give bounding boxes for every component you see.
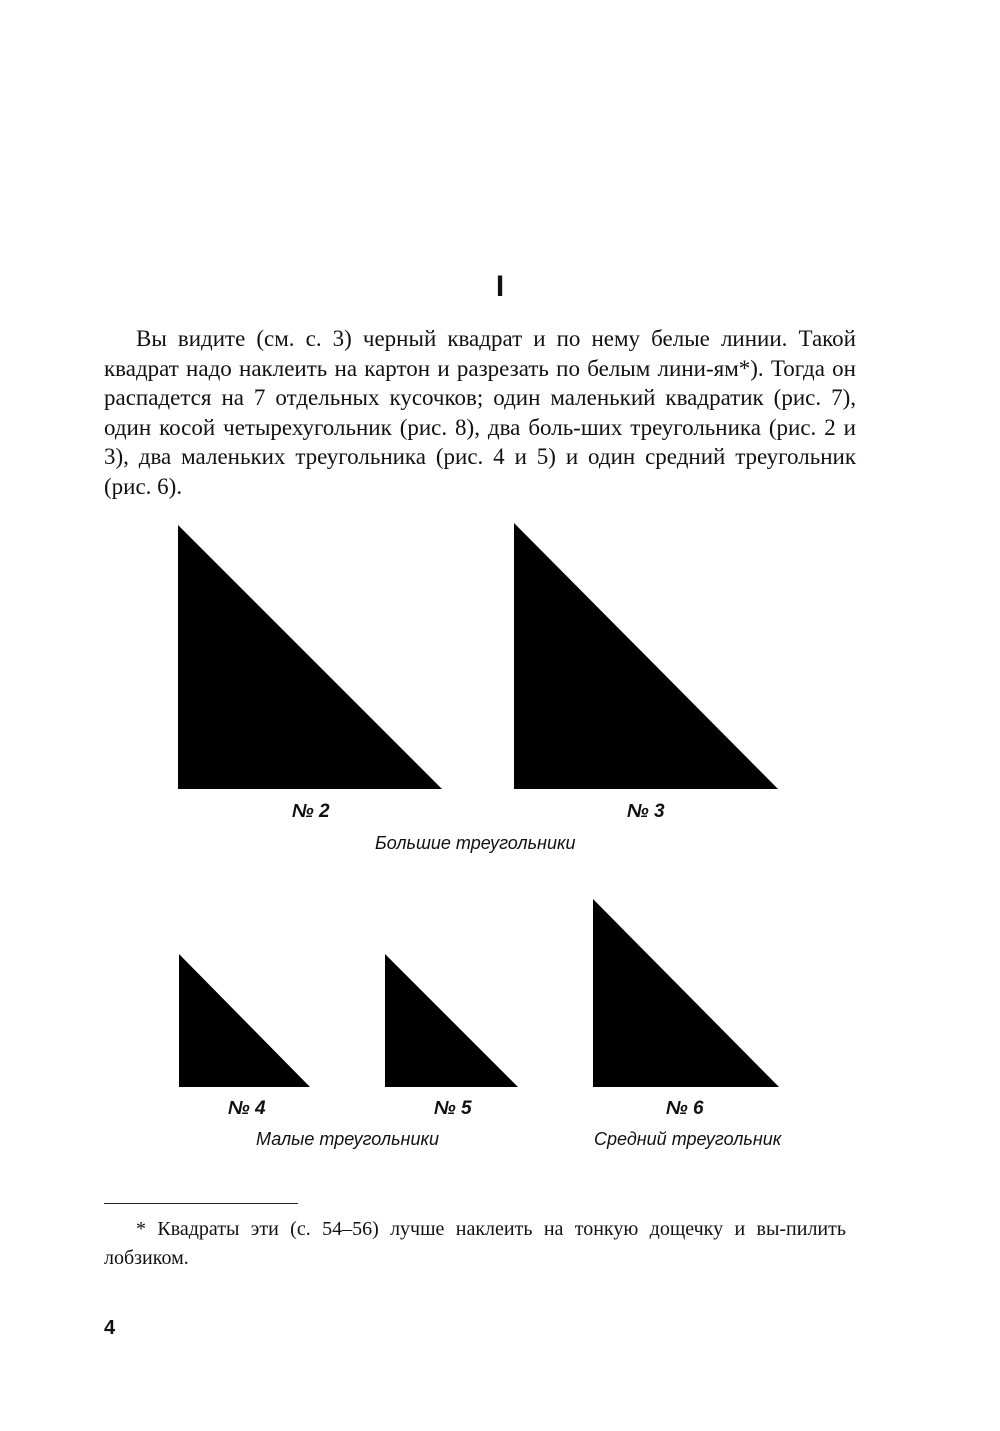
figure-label-6: № 6 [666,1098,704,1119]
triangle-shape-3 [514,523,778,789]
page-number: 4 [104,1317,116,1339]
figure-label-2: № 2 [292,801,330,822]
triangle-figure-2 [178,525,442,789]
triangle-figure-6 [593,899,779,1087]
caption-medium-triangle: Средний треугольник [594,1129,782,1149]
caption-small-triangles: Малые треугольники [256,1129,439,1149]
figure-label-4: № 4 [228,1098,266,1119]
figure-label-3: № 3 [627,801,665,822]
footnote-text: * Квадраты эти (с. 54–56) лучше наклеить на тонкую дощечку и вы-пилить лобзиком. [104,1218,846,1269]
triangle-figure-5 [385,954,518,1087]
chapter-numeral: I [495,270,505,303]
figure-label-5: № 5 [434,1098,472,1119]
triangle-shape-5 [385,954,518,1087]
triangle-shape-6 [593,899,779,1087]
triangle-shape-4 [179,954,310,1087]
triangle-shape-2 [178,525,442,789]
footnote-divider [104,1203,298,1204]
triangle-figure-3 [514,523,778,789]
body-paragraph: Вы видите (см. с. 3) черный квадрат и по нему белые линии. Такой квадрат надо наклеить на картон и разрезать по белым лини-ям*). Тогда он распадется на 7 отдельных кусочков; один маленький квадратик (рис. 7), один косой четырехугольник (рис. 8), два боль-ших треугольника (рис. 2 и 3), два маленьких треугольника (рис. 4 и 5) и один средний треугольник (рис. 6). [104,326,856,499]
caption-large-triangles: Большие треугольники [375,833,576,853]
triangle-figure-4 [179,954,310,1087]
